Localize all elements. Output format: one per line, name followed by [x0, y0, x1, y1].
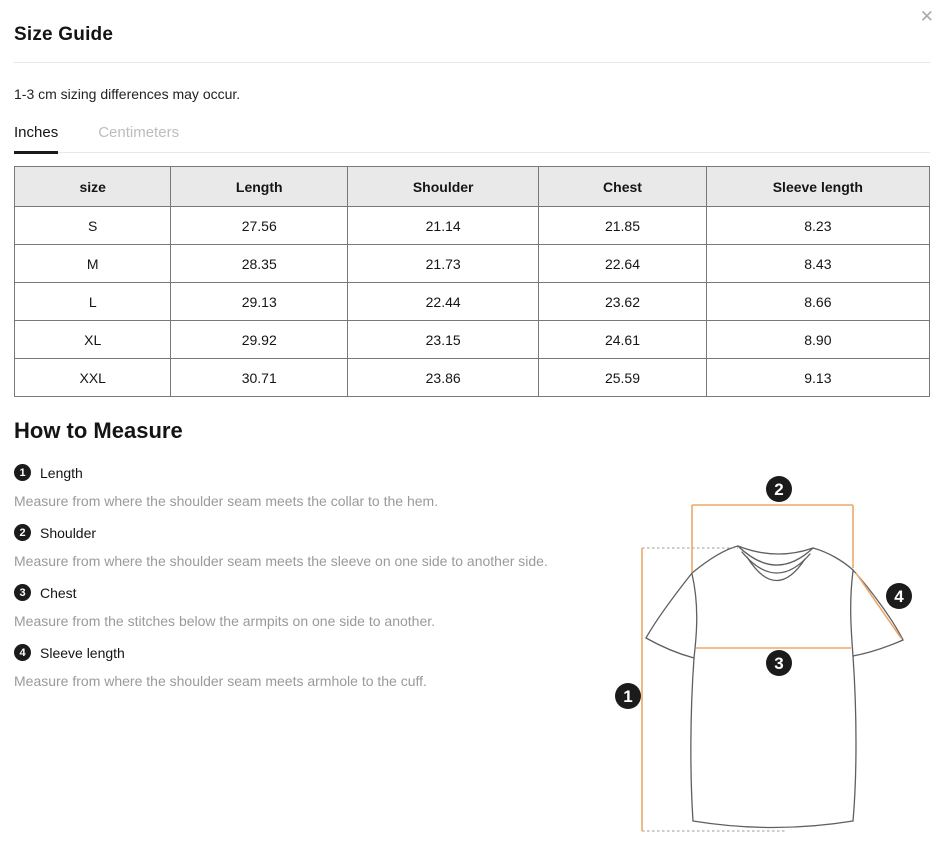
cell-size: XL [15, 321, 171, 359]
cell-chest: 22.64 [539, 245, 706, 283]
number-badge-4: 4 [14, 644, 31, 661]
dotted-guides [642, 548, 786, 831]
cell-length: 29.13 [171, 283, 348, 321]
table-row [15, 245, 930, 283]
table-row [15, 283, 930, 321]
cell-length: 29.92 [171, 321, 348, 359]
cell-shoulder: 22.44 [348, 283, 539, 321]
measure-label: Shoulder [40, 524, 97, 541]
cell-size: S [15, 207, 171, 245]
cell-chest: 24.61 [539, 321, 706, 359]
tshirt-diagram-svg [600, 462, 930, 858]
cell-shoulder: 23.86 [348, 359, 539, 397]
cell-length: 27.56 [171, 207, 348, 245]
cell-chest: 21.85 [539, 207, 706, 245]
cell-size: XXL [15, 359, 171, 397]
measure-list [14, 462, 600, 858]
measure-label: Sleeve length [40, 644, 125, 661]
modal-header [14, 0, 934, 46]
number-badge-1: 1 [14, 464, 31, 481]
measure-label: Length [40, 464, 83, 481]
measure-description: Measure from where the shoulder seam meets the sleeve on one side to another side. [14, 553, 548, 569]
col-header-sleeve-length: Sleeve length [706, 167, 929, 207]
cell-size: L [15, 283, 171, 321]
tshirt-outline [646, 546, 903, 828]
cell-chest: 23.62 [539, 283, 706, 321]
unit-tabs [14, 124, 930, 153]
tshirt-diagram [600, 462, 930, 858]
table-row [15, 359, 930, 397]
table-row [15, 207, 930, 245]
cell-sleeve: 8.43 [706, 245, 929, 283]
cell-chest: 25.59 [539, 359, 706, 397]
measure-label: Chest [40, 584, 77, 601]
cell-length: 28.35 [171, 245, 348, 283]
cell-shoulder: 23.15 [348, 321, 539, 359]
sizing-note: 1-3 cm sizing differences may occur. [14, 86, 241, 102]
cell-sleeve: 8.66 [706, 283, 929, 321]
cell-sleeve: 8.23 [706, 207, 929, 245]
measure-item-length [14, 464, 600, 481]
table-header-row [15, 167, 930, 207]
cell-shoulder: 21.14 [348, 207, 539, 245]
tab-inches[interactable]: Inches [14, 124, 58, 152]
cell-sleeve: 9.13 [706, 359, 929, 397]
number-badge-3: 3 [14, 584, 31, 601]
col-header-chest: Chest [539, 167, 706, 207]
table-row [15, 321, 930, 359]
how-to-measure-title: How to Measure [14, 418, 183, 443]
measure-description: Measure from where the shoulder seam meets the collar to the hem. [14, 493, 439, 509]
col-header-shoulder: Shoulder [348, 167, 539, 207]
cell-size: M [15, 245, 171, 283]
badge-4-number: 4 [894, 587, 904, 606]
page-title: Size Guide [14, 24, 114, 45]
header-divider [14, 62, 930, 63]
diagram-badges [615, 476, 912, 709]
number-badge-2: 2 [14, 524, 31, 541]
badge-2-number: 2 [774, 480, 784, 499]
cell-sleeve: 8.90 [706, 321, 929, 359]
measure-description: Measure from where the shoulder seam meets armhole to the cuff. [14, 673, 427, 689]
close-icon[interactable]: ✕ [919, 7, 934, 26]
measure-item-sleeve-length [14, 644, 600, 661]
how-to-measure-section [14, 462, 930, 858]
badge-3-number: 3 [774, 654, 784, 673]
measure-item-chest [14, 584, 600, 601]
badge-1-number: 1 [623, 687, 633, 706]
tab-centimeters[interactable]: Centimeters [98, 124, 180, 141]
col-header-length: Length [171, 167, 348, 207]
measure-item-shoulder [14, 524, 600, 541]
measure-description: Measure from the stitches below the armpits on one side to another. [14, 613, 436, 629]
cell-length: 30.71 [171, 359, 348, 397]
cell-shoulder: 21.73 [348, 245, 539, 283]
col-header-size: size [15, 167, 171, 207]
size-table [14, 166, 930, 397]
